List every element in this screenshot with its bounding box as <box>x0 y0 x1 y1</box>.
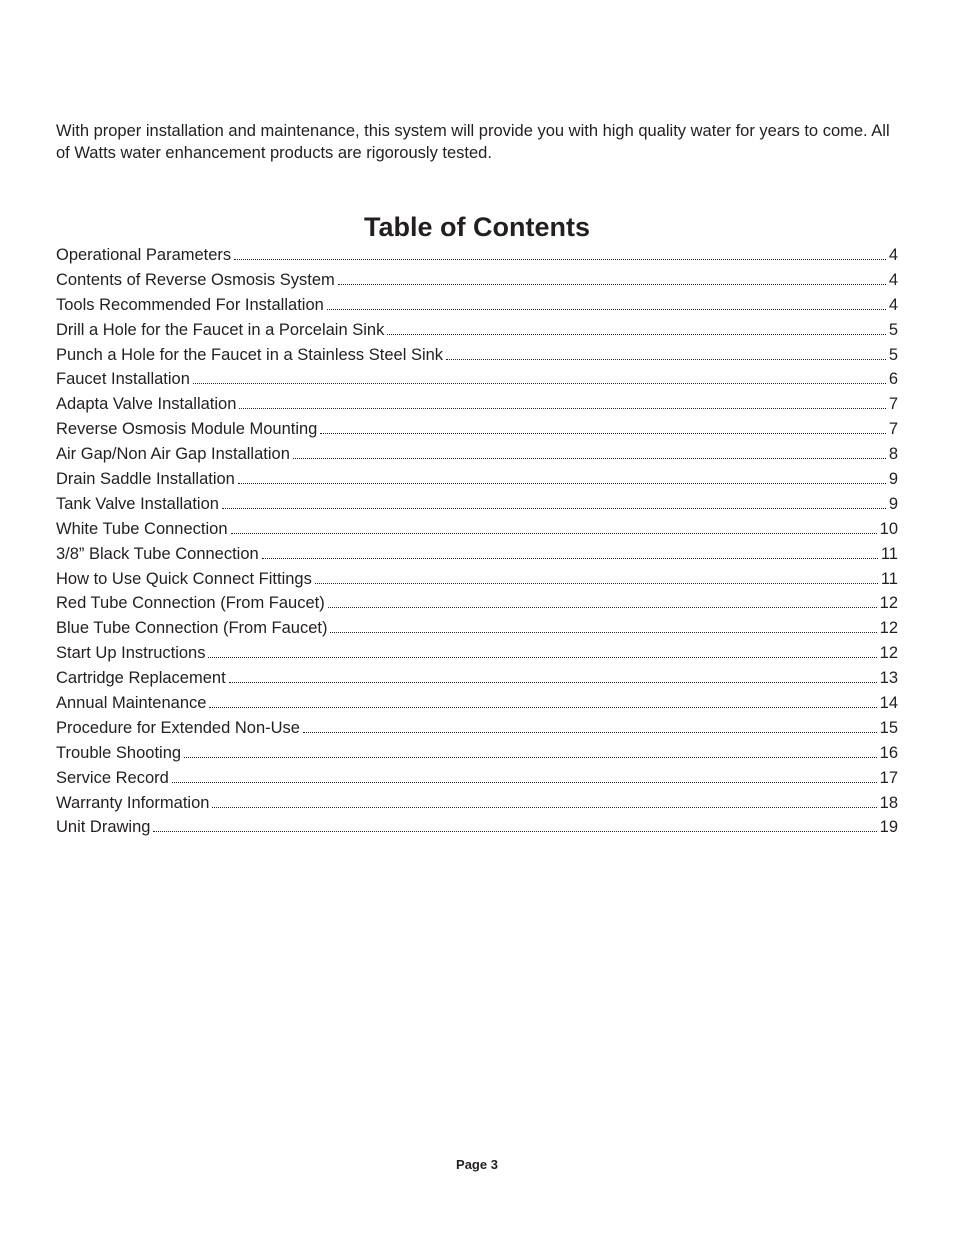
toc-leader-dots <box>234 258 886 260</box>
toc-leader-dots <box>262 557 878 559</box>
toc-leader-dots <box>387 333 885 335</box>
toc-entry-label: Operational Parameters <box>56 246 232 264</box>
toc-leader-dots <box>193 382 886 384</box>
toc-leader-dots <box>231 532 877 534</box>
toc-entry[interactable] <box>56 691 898 716</box>
toc-leader-dots <box>209 706 876 708</box>
toc-entry-page: 16 <box>879 743 898 762</box>
toc-leader-dots <box>327 308 886 310</box>
toc-entry-label: Tank Valve Installation <box>56 494 219 513</box>
toc-entry-label: Annual Maintenance <box>56 694 207 713</box>
toc-entry-page: 15 <box>879 718 898 737</box>
toc-entry[interactable] <box>56 766 898 791</box>
toc-entry[interactable] <box>56 641 898 666</box>
toc-leader-dots <box>239 407 885 409</box>
toc-leader-dots <box>229 681 877 683</box>
toc-entry-label: Drill a Hole for the Faucet in a Porcelain Sink <box>56 320 385 339</box>
toc-leader-dots <box>153 830 876 832</box>
toc-leader-dots <box>172 781 877 783</box>
toc-entry[interactable] <box>56 716 898 741</box>
toc-entry[interactable] <box>56 343 898 368</box>
toc-entry[interactable] <box>56 815 898 840</box>
toc-entry[interactable] <box>56 567 898 592</box>
toc-entry-page: 8 <box>888 445 898 464</box>
toc-entry[interactable] <box>56 791 898 816</box>
toc-entry-label: Unit Drawing <box>56 818 151 837</box>
toc-leader-dots <box>338 283 886 285</box>
toc-entry[interactable] <box>56 417 898 442</box>
toc-entry-page: 13 <box>879 669 898 688</box>
toc-entry-label: 3/8” Black Tube Connection <box>56 544 259 563</box>
page-number: Page 3 <box>456 1157 498 1172</box>
toc-entry-label: Tools Recommended For Installation <box>56 295 324 314</box>
toc-entry-page: 9 <box>888 494 898 513</box>
toc-entry-page: 6 <box>888 370 898 389</box>
toc-entry-page: 12 <box>879 594 898 613</box>
toc-entry-page: 19 <box>879 818 898 837</box>
toc-entry-label: Warranty Information <box>56 793 210 812</box>
toc-entry[interactable] <box>56 542 898 567</box>
toc-entry[interactable] <box>56 367 898 392</box>
toc-entry-label: Punch a Hole for the Faucet in a Stainless Steel Sink <box>56 345 444 364</box>
toc-entry[interactable] <box>56 741 898 766</box>
toc-entry-page: 12 <box>879 644 898 663</box>
toc-leader-dots <box>315 582 878 584</box>
toc-leader-dots <box>238 482 886 484</box>
toc-entry[interactable] <box>56 616 898 641</box>
toc-entry-label: How to Use Quick Connect Fittings <box>56 569 312 588</box>
toc-entry[interactable] <box>56 392 898 417</box>
toc-entry-label: Drain Saddle Installation <box>56 470 235 489</box>
toc-entry[interactable] <box>56 666 898 691</box>
toc-entry-page: 5 <box>888 345 898 364</box>
toc-leader-dots <box>293 457 886 459</box>
toc-leader-dots <box>303 731 877 733</box>
toc-entry[interactable] <box>56 293 898 318</box>
toc-leader-dots <box>330 631 876 633</box>
toc-entry-page: 4 <box>888 246 898 264</box>
toc-entry-label: Trouble Shooting <box>56 743 182 762</box>
toc-entry-page: 4 <box>888 295 898 314</box>
toc-entry-page: 5 <box>888 320 898 339</box>
toc-entry-label: Adapta Valve Installation <box>56 395 237 414</box>
toc-entry[interactable] <box>56 591 898 616</box>
toc-entry[interactable] <box>56 442 898 467</box>
toc-entry-page: 11 <box>880 569 898 588</box>
toc-entry-page: 7 <box>888 395 898 414</box>
toc-entry-label: Reverse Osmosis Module Mounting <box>56 420 318 439</box>
toc-entry-label: Contents of Reverse Osmosis System <box>56 270 335 289</box>
toc-leader-dots <box>320 432 885 434</box>
toc-entry[interactable] <box>56 243 898 268</box>
toc-entry-label: Cartridge Replacement <box>56 669 226 688</box>
toc-entry-label: Red Tube Connection (From Faucet) <box>56 594 325 613</box>
toc-entry[interactable] <box>56 467 898 492</box>
toc-leader-dots <box>222 507 886 509</box>
toc-entry-label: Faucet Installation <box>56 370 190 389</box>
toc-entry-page: 11 <box>880 544 898 563</box>
toc-leader-dots <box>328 606 877 608</box>
toc-entry-label: White Tube Connection <box>56 519 228 538</box>
toc-entry-label: Start Up Instructions <box>56 644 206 663</box>
toc-title: Table of Contents <box>364 212 590 242</box>
toc-entry-page: 18 <box>879 793 898 812</box>
intro-paragraph: With proper installation and maintenance, this system will provide you with high quality water for years to come. All of Watts water enhancement products are rigorously tested. <box>56 122 890 162</box>
toc-entry-label: Service Record <box>56 768 169 787</box>
toc-entry-label: Blue Tube Connection (From Faucet) <box>56 619 328 638</box>
toc-leader-dots <box>212 806 876 808</box>
toc-entry-page: 12 <box>879 619 898 638</box>
toc-entry-page: 9 <box>888 470 898 489</box>
toc-entry[interactable] <box>56 517 898 542</box>
toc-entry-page: 14 <box>879 694 898 713</box>
toc-entry[interactable] <box>56 492 898 517</box>
toc-entry-page: 10 <box>879 519 898 538</box>
toc-entry-page: 7 <box>888 420 898 439</box>
toc-entry[interactable] <box>56 268 898 293</box>
toc-entry-label: Air Gap/Non Air Gap Installation <box>56 445 290 464</box>
toc-leader-dots <box>208 656 876 658</box>
toc-entry-page: 17 <box>879 768 898 787</box>
toc-leader-dots <box>184 756 877 758</box>
toc-entry-page: 4 <box>888 270 898 289</box>
toc-list <box>56 243 898 840</box>
toc-leader-dots <box>446 358 886 360</box>
toc-entry[interactable] <box>56 318 898 343</box>
toc-entry-label: Procedure for Extended Non-Use <box>56 718 300 737</box>
